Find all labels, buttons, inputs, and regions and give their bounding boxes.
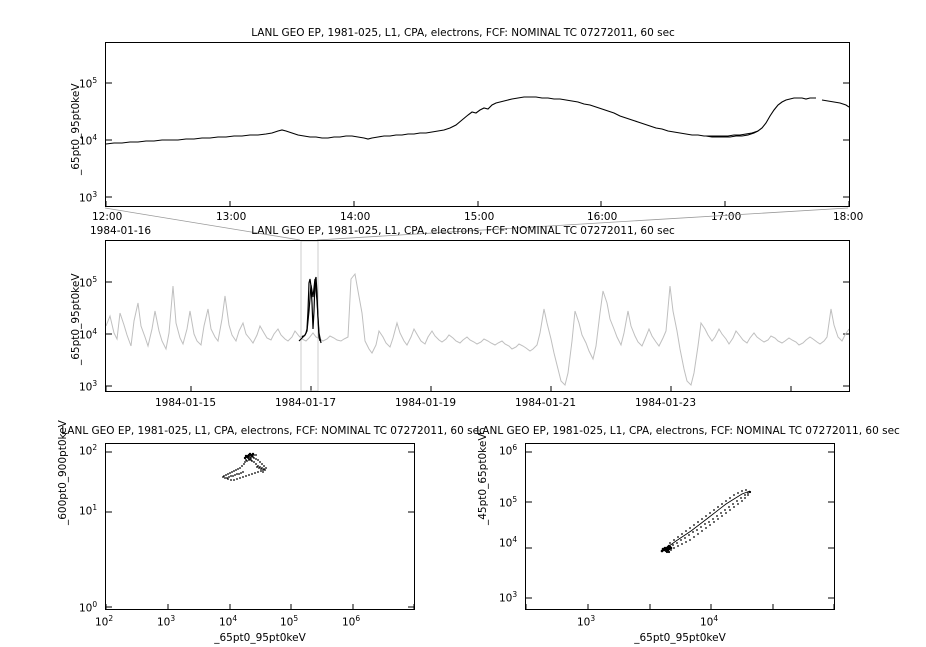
- bl-ytick-1e2: $10^2$: [79, 443, 98, 458]
- br-ytick-1e6: $10^6$: [499, 443, 518, 458]
- bl-ytick-1e1: $10^1$: [79, 503, 98, 518]
- bl-xtick-1e5: $10^5$: [280, 614, 299, 629]
- top-xtick-0: 12:00: [92, 211, 123, 223]
- middle-plot-area: [105, 240, 850, 392]
- middle-ytick-1e5: $10^5$: [79, 275, 98, 290]
- bottom-right-panel-title: LANL GEO EP, 1981-025, L1, CPA, electrons, FCF: NOMINAL TC 07272011, 60 sec: [476, 425, 900, 437]
- top-xtick-3: 15:00: [464, 211, 495, 223]
- bl-xtick-1e6: $10^6$: [342, 614, 361, 629]
- middle-xtick-0: 1984-01-15: [155, 397, 217, 409]
- br-ytick-1e4: $10^4$: [499, 535, 518, 550]
- bottom-right-plot-area: [525, 443, 835, 610]
- br-xtick-1e3: $10^3$: [577, 614, 596, 629]
- top-date-label: 1984-01-16: [90, 225, 152, 237]
- bl-ytick-1e0: $10^0$: [79, 600, 98, 615]
- top-ytick-1e4: $10^4$: [79, 133, 98, 148]
- middle-panel-title: LANL GEO EP, 1981-025, L1, CPA, electrons, FCF: NOMINAL TC 07272011, 60 sec: [251, 225, 675, 237]
- top-xtick-5: 17:00: [711, 211, 742, 223]
- middle-xtick-4: 1984-01-23: [635, 397, 697, 409]
- top-panel-title: LANL GEO EP, 1981-025, L1, CPA, electrons, FCF: NOMINAL TC 07272011, 60 sec: [251, 27, 675, 39]
- bottom-right-xlabel: _65pt0_95pt0keV: [634, 632, 726, 644]
- br-xtick-1e4: $10^4$: [700, 614, 719, 629]
- bl-xtick-1e4: $10^4$: [219, 614, 238, 629]
- bottom-left-plot-area: [105, 443, 415, 610]
- top-ytick-1e3: $10^3$: [79, 190, 98, 205]
- bottom-left-panel-title: LANL GEO EP, 1981-025, L1, CPA, electrons, FCF: NOMINAL TC 07272011, 60 sec: [61, 425, 485, 437]
- top-xtick-4: 16:00: [587, 211, 618, 223]
- middle-ytick-1e4: $10^4$: [79, 327, 98, 342]
- top-plot-area: [105, 42, 850, 207]
- middle-ytick-1e3: $10^3$: [79, 379, 98, 394]
- top-xtick-6: 18:00: [833, 211, 864, 223]
- bl-xtick-1e2: $10^2$: [95, 614, 114, 629]
- middle-xtick-2: 1984-01-19: [395, 397, 457, 409]
- top-xtick-1: 13:00: [216, 211, 247, 223]
- middle-xtick-3: 1984-01-21: [515, 397, 577, 409]
- bottom-right-ylabel: _45pt0_65pt0keV: [477, 433, 489, 525]
- top-panel-ylabel: _65pt0_95pt0keV: [70, 83, 82, 175]
- middle-panel-ylabel: _65pt0_95pt0keV: [70, 273, 82, 365]
- br-ytick-1e5: $10^5$: [499, 495, 518, 510]
- top-xtick-2: 14:00: [340, 211, 371, 223]
- middle-xtick-1: 1984-01-17: [275, 397, 337, 409]
- bl-xtick-1e3: $10^3$: [157, 614, 176, 629]
- top-ytick-1e5: $10^5$: [79, 76, 98, 91]
- bottom-left-ylabel: _600pt0_900pt0keV: [57, 420, 69, 525]
- bottom-left-xlabel: _65pt0_95pt0keV: [214, 632, 306, 644]
- br-ytick-1e3: $10^3$: [499, 590, 518, 605]
